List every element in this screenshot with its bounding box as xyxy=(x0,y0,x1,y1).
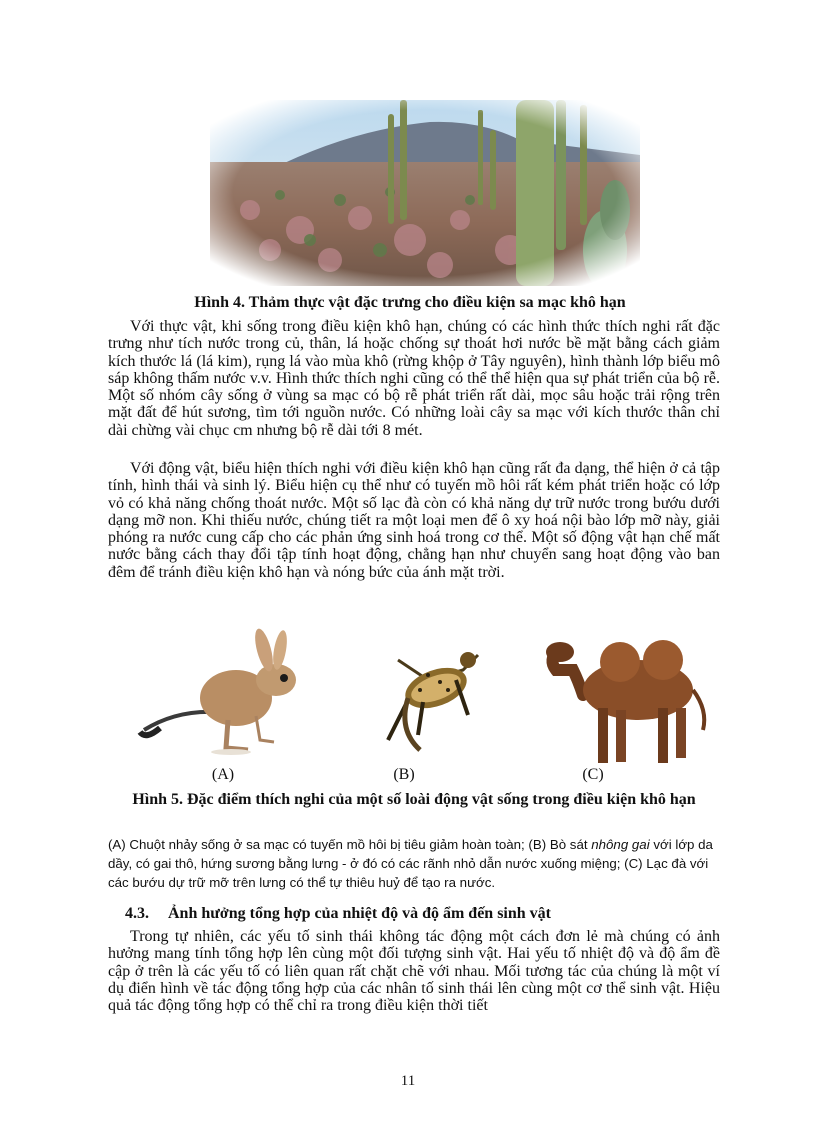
figure-4-caption: Hình 4. Thảm thực vật đặc trưng cho điều kiện sa mạc khô hạn xyxy=(194,294,626,311)
desert-landscape-image xyxy=(210,100,640,286)
thorny-devil-image xyxy=(368,620,498,770)
figure-5-note-part2: với lớp da dầy, có gai thô, hứng sương bằng lưng - ở đó có các rãnh nhỏ dẫn nước xuống miệng; (C) Lạc đà với các bướu dự trữ mỡ trên lưng có thể tự thiêu huỷ để tạo ra nước. xyxy=(108,837,713,890)
section-title: Ảnh hưởng tổng hợp của nhiệt độ và độ ẩm đến sinh vật xyxy=(168,905,551,922)
paragraph-interaction: Trong tự nhiên, các yếu tố sinh thái không tác động một cách đơn lẻ mà chúng có ảnh hưởng mang tính tổng hợp lên cùng một đối tượng sinh vật. Hai yếu tố nhiệt độ và độ ẩm đề cập ở trên là các yếu tố có liên quan rất chặt chẽ với nhau. Mối tương tác của chúng là một ví dụ điển hình về tác động tổng hợp của các nhân tố sinh thái lên cùng một cơ thể sinh vật. Hiệu quả tác động tổng hợp có thể chỉ ra trong điều kiện thời tiết xyxy=(108,928,720,1015)
figure-5-note xyxy=(108,835,720,892)
section-number: 4.3. xyxy=(125,905,149,922)
figure-5-label-a: (A) xyxy=(211,766,235,783)
page-number: 11 xyxy=(400,1073,416,1089)
figure-5-label-b: (B) xyxy=(393,766,415,783)
figure-5-label-c: (C) xyxy=(582,766,604,783)
figure-5-note-italic: nhông gai xyxy=(591,837,650,852)
camel-image xyxy=(538,620,718,770)
jerboa-image xyxy=(136,620,314,770)
figure-5-caption: Hình 5. Đặc điểm thích nghi của một số loài động vật sống trong điều kiện khô hạn xyxy=(132,791,696,808)
paragraph-plants: Với thực vật, khi sống trong điều kiện khô hạn, chúng có các hình thức thích nghi rất đặc trưng như tích nước trong củ, thân, lá hoặc chống sự thoát hơi nước bề mặt bằng cách giảm kích thước lá (lá kim), rụng lá vào mùa khô (rừng khộp ở Tây nguyên), hình thành lớp biểu mô sáp không thấm nước v.v. Hình thức thích nghi cũng có thể thể hiện qua sự phát triển của bộ rễ. Một số nhóm cây sống ở vùng sa mạc có bộ rễ phát triển rất dài, mọc sâu hoặc trải rộng trên mặt đất để hút sương, tìm tới nguồn nước. Có những loài cây sa mạc với kích thước thân chỉ dài chừng vài chục cm nhưng bộ rễ dài tới 8 mét. xyxy=(108,318,720,439)
section-heading xyxy=(125,905,551,923)
figure-5-note-part1: (A) Chuột nhảy sống ở sa mạc có tuyến mồ hôi bị tiêu giảm hoàn toàn; (B) Bò sát xyxy=(108,837,592,852)
paragraph-animals: Với động vật, biểu hiện thích nghi với điều kiện khô hạn cũng rất đa dạng, thể hiện ở cả tập tính, hình thái và sinh lý. Biểu hiện cụ thể như có tuyến mồ hôi rất kém phát triển hoặc có lớp vỏ có khả năng chống thoát nước. Một số lạc đà còn có khả năng dự trữ nước trong bướu dưới dạng mỡ non. Khi thiếu nước, chúng tiết ra một loại men để ô xy hoá nội bào lớp mỡ này, giải phóng ra nước cung cấp cho các phản ứng sinh hoá trong cơ thể. Một số động vật hạn chế mất nước bằng cách thay đổi tập tính hoạt động, chẳng hạn như chuyển sang hoạt động vào ban đêm để tránh điều kiện khô hạn và nóng bức của ánh mặt trời. xyxy=(108,460,720,581)
